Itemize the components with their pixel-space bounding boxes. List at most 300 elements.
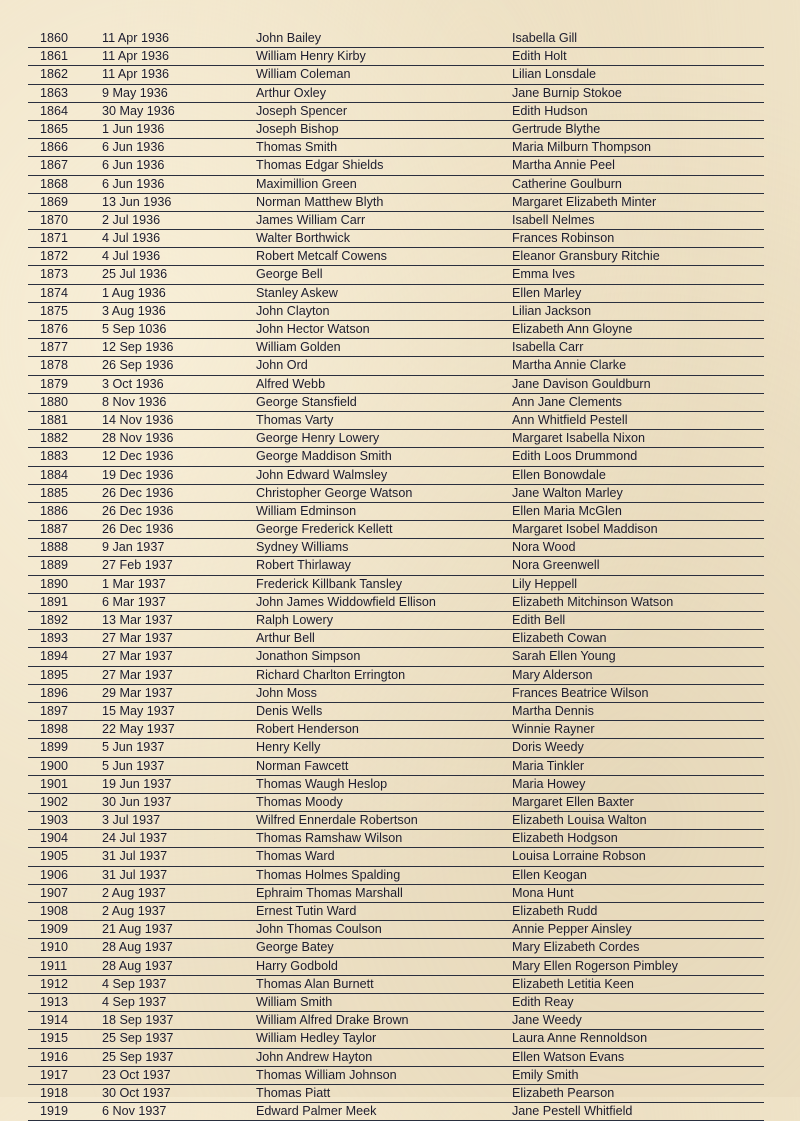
- marriage-date: 26 Dec 1936: [102, 522, 174, 537]
- bride-name: Jane Burnip Stokoe: [512, 85, 622, 100]
- marriage-date: 6 Jun 1936: [102, 176, 165, 191]
- table-row: [28, 576, 764, 594]
- marriage-date: 23 Oct 1937: [102, 1067, 171, 1082]
- groom-name: Jonathon Simpson: [256, 649, 361, 664]
- bride-name: Lilian Lonsdale: [512, 67, 597, 82]
- bride-name: Gertrude Blythe: [512, 121, 601, 136]
- bride-name: Jane Davison Gouldburn: [512, 376, 651, 391]
- marriage-date: 1 Jun 1936: [102, 121, 165, 136]
- table-row: [28, 939, 764, 957]
- marriage-date: 5 Jun 1937: [102, 758, 165, 773]
- groom-name: Thomas Piatt: [256, 1085, 331, 1100]
- marriage-date: 19 Dec 1936: [102, 467, 174, 482]
- entry-number: 1877: [40, 340, 69, 355]
- table-row: [28, 648, 764, 666]
- entry-number: 1915: [40, 1031, 69, 1046]
- bride-name: Margaret Elizabeth Minter: [512, 194, 657, 209]
- marriage-date: 26 Dec 1936: [102, 485, 174, 500]
- entry-number: 1885: [40, 485, 69, 500]
- marriage-date: 25 Jul 1936: [102, 267, 168, 282]
- bride-name: Emily Smith: [512, 1067, 579, 1082]
- marriage-date: 12 Sep 1936: [102, 340, 174, 355]
- marriage-date: 6 Nov 1937: [102, 1104, 167, 1119]
- entry-number: 1902: [40, 794, 69, 809]
- bride-name: Ellen Bonowdale: [512, 467, 606, 482]
- entry-number: 1896: [40, 685, 69, 700]
- bride-name: Edith Loos Drummond: [512, 449, 638, 464]
- table-row: [28, 430, 764, 448]
- marriage-date: 13 Jun 1936: [102, 194, 172, 209]
- groom-name: Thomas Holmes Spalding: [256, 867, 401, 882]
- bride-name: Maria Howey: [512, 776, 586, 791]
- marriage-date: 11 Apr 1936: [102, 49, 169, 64]
- table-row: [28, 848, 764, 866]
- bride-name: Elizabeth Pearson: [512, 1085, 615, 1100]
- marriage-date: 31 Jul 1937: [102, 849, 168, 864]
- groom-name: Robert Henderson: [256, 722, 359, 737]
- marriage-date: 29 Mar 1937: [102, 685, 173, 700]
- marriage-date: 27 Mar 1937: [102, 631, 173, 646]
- entry-number: 1898: [40, 722, 69, 737]
- entry-number: 1918: [40, 1085, 69, 1100]
- marriage-date: 28 Aug 1937: [102, 958, 173, 973]
- entry-number: 1876: [40, 322, 69, 336]
- bride-name: Margaret Isobel Maddison: [512, 522, 658, 537]
- marriage-date: 2 Aug 1937: [102, 904, 166, 918]
- marriage-date: 19 Jun 1937: [102, 776, 172, 791]
- groom-name: John Andrew Hayton: [256, 1049, 373, 1064]
- entry-number: 1880: [40, 394, 69, 409]
- bride-name: Ann Whitfield Pestell: [512, 412, 628, 427]
- groom-name: William Henry Kirby: [256, 49, 366, 64]
- marriage-date: 6 Mar 1937: [102, 594, 166, 609]
- groom-name: Thomas Ward: [256, 849, 335, 864]
- table-row: [28, 412, 764, 430]
- entry-number: 1871: [40, 231, 69, 246]
- groom-name: Arthur Oxley: [256, 85, 326, 100]
- marriage-date: 26 Sep 1936: [102, 358, 174, 373]
- table-row: [28, 758, 764, 776]
- groom-name: Richard Charlton Errington: [256, 667, 406, 682]
- marriage-date: 24 Jul 1937: [102, 831, 168, 846]
- entry-number: 1891: [40, 594, 69, 609]
- marriage-date: 4 Jul 1936: [102, 249, 161, 264]
- marriage-date: 8 Nov 1936: [102, 394, 167, 409]
- bride-name: Edith Holt: [512, 49, 567, 64]
- bride-name: Catherine Goulburn: [512, 176, 622, 191]
- table-row: [28, 321, 764, 339]
- groom-name: James William Carr: [256, 212, 366, 227]
- marriage-date: 14 Nov 1936: [102, 412, 174, 427]
- entry-number: 1865: [40, 121, 69, 136]
- table-row: [28, 66, 764, 84]
- bride-name: Isabell Nelmes: [512, 212, 595, 227]
- bride-name: Elizabeth Mitchinson Watson: [512, 594, 674, 609]
- bride-name: Edith Hudson: [512, 103, 588, 118]
- groom-name: Walter Borthwick: [256, 231, 351, 246]
- bride-name: Elizabeth Ann Gloyne: [512, 322, 633, 336]
- table-row: [28, 830, 764, 848]
- table-row: [28, 739, 764, 757]
- table-row: [28, 903, 764, 921]
- entry-number: 1864: [40, 103, 69, 118]
- entry-number: 1879: [40, 376, 69, 391]
- entry-number: 1860: [40, 31, 69, 45]
- marriage-date: 25 Sep 1937: [102, 1031, 174, 1046]
- bride-name: Ellen Maria McGlen: [512, 503, 622, 518]
- table-row: [28, 776, 764, 794]
- table-row: [28, 1103, 764, 1121]
- groom-name: Thomas Varty: [256, 412, 334, 427]
- entry-number: 1905: [40, 849, 69, 864]
- entry-number: 1907: [40, 885, 69, 900]
- groom-name: William Hedley Taylor: [256, 1031, 377, 1046]
- groom-name: Thomas Smith: [256, 140, 338, 155]
- entry-number: 1882: [40, 431, 69, 446]
- groom-name: William Alfred Drake Brown: [256, 1013, 409, 1028]
- marriage-date: 15 May 1937: [102, 703, 175, 718]
- table-row: [28, 812, 764, 830]
- marriage-date: 22 May 1937: [102, 722, 175, 737]
- entry-number: 1917: [40, 1067, 69, 1082]
- groom-name: Norman Fawcett: [256, 758, 349, 773]
- entry-number: 1914: [40, 1013, 69, 1028]
- groom-name: Robert Metcalf Cowens: [256, 249, 387, 264]
- groom-name: John Hector Watson: [256, 322, 370, 336]
- entry-number: 1912: [40, 976, 69, 991]
- groom-name: Sydney Williams: [256, 540, 349, 555]
- groom-name: Wilfred Ennerdale Robertson: [256, 813, 418, 828]
- marriage-register-table: [28, 30, 764, 1121]
- table-row: [28, 485, 764, 503]
- bride-name: Jane Pestell Whitfield: [512, 1104, 633, 1119]
- bride-name: Margaret Ellen Baxter: [512, 794, 634, 809]
- entry-number: 1868: [40, 176, 69, 191]
- bride-name: Laura Anne Rennoldson: [512, 1031, 648, 1046]
- table-row: [28, 921, 764, 939]
- table-row: [28, 85, 764, 103]
- entry-number: 1872: [40, 249, 69, 264]
- marriage-date: 3 Aug 1936: [102, 303, 166, 318]
- groom-name: Henry Kelly: [256, 740, 321, 755]
- bride-name: Winnie Rayner: [512, 722, 595, 737]
- groom-name: Ralph Lowery: [256, 613, 334, 627]
- marriage-date: 25 Sep 1937: [102, 1049, 174, 1064]
- marriage-date: 5 Sep 1036: [102, 322, 167, 336]
- marriage-date: 4 Sep 1937: [102, 994, 167, 1009]
- bride-name: Ellen Marley: [512, 285, 582, 300]
- groom-name: William Smith: [256, 994, 333, 1009]
- entry-number: 1892: [40, 613, 69, 627]
- marriage-date: 4 Sep 1937: [102, 976, 167, 991]
- groom-name: William Golden: [256, 340, 341, 355]
- table-row: [28, 594, 764, 612]
- groom-name: John Clayton: [256, 303, 330, 318]
- bride-name: Jane Weedy: [512, 1013, 582, 1028]
- entry-number: 1919: [40, 1104, 69, 1119]
- entry-number: 1906: [40, 867, 69, 882]
- table-row: [28, 394, 764, 412]
- groom-name: John Edward Walmsley: [256, 467, 388, 482]
- table-row: [28, 685, 764, 703]
- entry-number: 1866: [40, 140, 69, 155]
- groom-name: Frederick Killbank Tansley: [256, 576, 403, 591]
- bride-name: Edith Bell: [512, 613, 566, 627]
- groom-name: Edward Palmer Meek: [256, 1104, 377, 1119]
- table-row: [28, 230, 764, 248]
- groom-name: Thomas Waugh Heslop: [256, 776, 388, 791]
- bride-name: Isabella Gill: [512, 31, 578, 45]
- table-row: [28, 339, 764, 357]
- marriage-date: 2 Aug 1937: [102, 885, 166, 900]
- table-row: [28, 994, 764, 1012]
- groom-name: Denis Wells: [256, 703, 323, 718]
- table-row: [28, 1085, 764, 1103]
- bride-name: Emma Ives: [512, 267, 575, 282]
- table-row: [28, 1012, 764, 1030]
- bride-name: Frances Beatrice Wilson: [512, 685, 649, 700]
- table-row: [28, 521, 764, 539]
- entry-number: 1869: [40, 194, 69, 209]
- bride-name: Mary Alderson: [512, 667, 593, 682]
- groom-name: William Edminson: [256, 503, 357, 518]
- table-row: [28, 958, 764, 976]
- marriage-date: 2 Jul 1936: [102, 212, 161, 227]
- entry-number: 1887: [40, 522, 69, 537]
- bride-name: Annie Pepper Ainsley: [512, 922, 632, 937]
- groom-name: George Henry Lowery: [256, 431, 380, 446]
- groom-name: Thomas Ramshaw Wilson: [256, 831, 403, 846]
- table-row: [28, 194, 764, 212]
- entry-number: 1893: [40, 631, 69, 646]
- entry-number: 1881: [40, 412, 69, 427]
- groom-name: George Stansfield: [256, 394, 357, 409]
- bride-name: Edith Reay: [512, 994, 574, 1009]
- marriage-date: 4 Jul 1936: [102, 231, 161, 246]
- entry-number: 1911: [40, 958, 68, 973]
- marriage-date: 30 Jun 1937: [102, 794, 172, 809]
- marriage-date: 18 Sep 1937: [102, 1013, 174, 1028]
- entry-number: 1894: [40, 649, 69, 664]
- table-row: [28, 248, 764, 266]
- table-row: [28, 885, 764, 903]
- bride-name: Elizabeth Louisa Walton: [512, 813, 647, 828]
- table-row: [28, 176, 764, 194]
- bride-name: Martha Annie Peel: [512, 158, 615, 173]
- groom-name: Thomas Edgar Shields: [256, 158, 384, 173]
- marriage-date: 21 Aug 1937: [102, 922, 173, 937]
- entry-number: 1870: [40, 212, 69, 227]
- marriage-date: 27 Feb 1937: [102, 558, 173, 573]
- bride-name: Maria Tinkler: [512, 758, 585, 773]
- table-row: [28, 139, 764, 157]
- marriage-date: 11 Apr 1936: [102, 67, 169, 82]
- table-row: [28, 721, 764, 739]
- table-row: [28, 976, 764, 994]
- groom-name: Harry Godbold: [256, 958, 338, 973]
- bride-name: Martha Annie Clarke: [512, 358, 627, 373]
- bride-name: Ann Jane Clements: [512, 394, 622, 409]
- table-row: [28, 867, 764, 885]
- entry-number: 1886: [40, 503, 69, 518]
- groom-name: Joseph Spencer: [256, 103, 348, 118]
- bride-name: Martha Dennis: [512, 703, 594, 718]
- table-row: [28, 266, 764, 284]
- table-row: [28, 539, 764, 557]
- marriage-date: 1 Aug 1936: [102, 285, 166, 300]
- entry-number: 1901: [40, 776, 69, 791]
- groom-name: John James Widdowfield Ellison: [256, 594, 436, 609]
- entry-number: 1903: [40, 813, 69, 828]
- bride-name: Lily Heppell: [512, 576, 578, 591]
- bride-name: Elizabeth Letitia Keen: [512, 976, 634, 991]
- entry-number: 1883: [40, 449, 69, 464]
- groom-name: George Batey: [256, 940, 334, 955]
- marriage-date: 1 Mar 1937: [102, 576, 166, 591]
- table-row: [28, 1049, 764, 1067]
- bride-name: Elizabeth Rudd: [512, 904, 598, 918]
- bride-name: Louisa Lorraine Robson: [512, 849, 646, 864]
- marriage-date: 3 Oct 1936: [102, 376, 164, 391]
- bride-name: Jane Walton Marley: [512, 485, 623, 500]
- table-row: [28, 30, 764, 48]
- entry-number: 1890: [40, 576, 69, 591]
- table-row: [28, 667, 764, 685]
- table-row: [28, 285, 764, 303]
- entry-number: 1899: [40, 740, 69, 755]
- table-row: [28, 467, 764, 485]
- bride-name: Margaret Isabella Nixon: [512, 431, 645, 446]
- marriage-date: 28 Nov 1936: [102, 431, 174, 446]
- table-row: [28, 48, 764, 66]
- entry-number: 1884: [40, 467, 69, 482]
- marriage-date: 9 Jan 1937: [102, 540, 165, 555]
- groom-name: Alfred Webb: [256, 376, 326, 391]
- table-row: [28, 503, 764, 521]
- groom-name: Christopher George Watson: [256, 485, 413, 500]
- bride-name: Mary Elizabeth Cordes: [512, 940, 640, 955]
- entry-number: 1908: [40, 904, 69, 918]
- bride-name: Ellen Watson Evans: [512, 1049, 625, 1064]
- entry-number: 1913: [40, 994, 69, 1009]
- marriage-date: 27 Mar 1937: [102, 649, 173, 664]
- marriage-date: 12 Dec 1936: [102, 449, 174, 464]
- table-row: [28, 103, 764, 121]
- groom-name: Arthur Bell: [256, 631, 315, 646]
- entry-number: 1897: [40, 703, 69, 718]
- bride-name: Lilian Jackson: [512, 303, 592, 318]
- marriage-date: 30 May 1936: [102, 103, 175, 118]
- entry-number: 1862: [40, 67, 69, 82]
- entry-number: 1867: [40, 158, 69, 173]
- entry-number: 1904: [40, 831, 69, 846]
- marriage-date: 27 Mar 1937: [102, 667, 173, 682]
- table-row: [28, 376, 764, 394]
- groom-name: John Ord: [256, 358, 308, 373]
- table-row: [28, 357, 764, 375]
- bride-name: Elizabeth Hodgson: [512, 831, 618, 846]
- marriage-date: 3 Jul 1937: [102, 813, 161, 828]
- entry-number: 1909: [40, 922, 69, 937]
- marriage-date: 6 Jun 1936: [102, 140, 165, 155]
- bride-name: Mary Ellen Rogerson Pimbley: [512, 958, 678, 973]
- groom-name: Ephraim Thomas Marshall: [256, 885, 403, 900]
- marriage-date: 28 Aug 1937: [102, 940, 173, 955]
- entry-number: 1863: [40, 85, 69, 100]
- entry-number: 1874: [40, 285, 69, 300]
- marriage-date: 5 Jun 1937: [102, 740, 165, 755]
- entry-number: 1889: [40, 558, 69, 573]
- entry-number: 1900: [40, 758, 69, 773]
- groom-name: Thomas Moody: [256, 794, 343, 809]
- groom-name: Norman Matthew Blyth: [256, 194, 384, 209]
- groom-name: John Moss: [256, 685, 317, 700]
- marriage-date: 9 May 1936: [102, 85, 168, 100]
- entry-number: 1916: [40, 1049, 69, 1064]
- marriage-date: 30 Oct 1937: [102, 1085, 171, 1100]
- bride-name: Nora Greenwell: [512, 558, 600, 573]
- groom-name: John Thomas Coulson: [256, 922, 382, 937]
- table-row: [28, 1067, 764, 1085]
- table-row: [28, 703, 764, 721]
- bride-name: Nora Wood: [512, 540, 576, 555]
- entry-number: 1875: [40, 303, 69, 318]
- groom-name: William Coleman: [256, 67, 351, 82]
- marriage-date: 26 Dec 1936: [102, 503, 174, 518]
- table-row: [28, 1030, 764, 1048]
- table-row: [28, 303, 764, 321]
- table-row: [28, 612, 764, 630]
- groom-name: Stanley Askew: [256, 285, 338, 300]
- table-row: [28, 794, 764, 812]
- table-row: [28, 630, 764, 648]
- table-row: [28, 212, 764, 230]
- bride-name: Doris Weedy: [512, 740, 584, 755]
- bride-name: Sarah Ellen Young: [512, 649, 616, 664]
- bride-name: Frances Robinson: [512, 231, 615, 246]
- groom-name: George Maddison Smith: [256, 449, 392, 464]
- groom-name: Thomas William Johnson: [256, 1067, 397, 1082]
- entry-number: 1888: [40, 540, 69, 555]
- entry-number: 1895: [40, 667, 69, 682]
- table-row: [28, 157, 764, 175]
- groom-name: Robert Thirlaway: [256, 558, 351, 573]
- entry-number: 1878: [40, 358, 69, 373]
- groom-name: John Bailey: [256, 31, 322, 45]
- bride-name: Mona Hunt: [512, 885, 574, 900]
- table-row: [28, 557, 764, 575]
- table-row: [28, 448, 764, 466]
- bride-name: Isabella Carr: [512, 340, 584, 355]
- marriage-date: 31 Jul 1937: [102, 867, 168, 882]
- groom-name: George Bell: [256, 267, 323, 282]
- groom-name: Maximillion Green: [256, 176, 357, 191]
- bride-name: Ellen Keogan: [512, 867, 587, 882]
- groom-name: George Frederick Kellett: [256, 522, 393, 537]
- bride-name: Eleanor Gransbury Ritchie: [512, 249, 660, 264]
- marriage-date: 6 Jun 1936: [102, 158, 165, 173]
- groom-name: Ernest Tutin Ward: [256, 904, 357, 918]
- entry-number: 1873: [40, 267, 69, 282]
- table-row: [28, 121, 764, 139]
- groom-name: Thomas Alan Burnett: [256, 976, 374, 991]
- groom-name: Joseph Bishop: [256, 121, 339, 136]
- entry-number: 1910: [40, 940, 69, 955]
- entry-number: 1861: [40, 49, 69, 64]
- bride-name: Elizabeth Cowan: [512, 631, 607, 646]
- marriage-date: 11 Apr 1936: [102, 31, 169, 45]
- marriage-date: 13 Mar 1937: [102, 613, 173, 627]
